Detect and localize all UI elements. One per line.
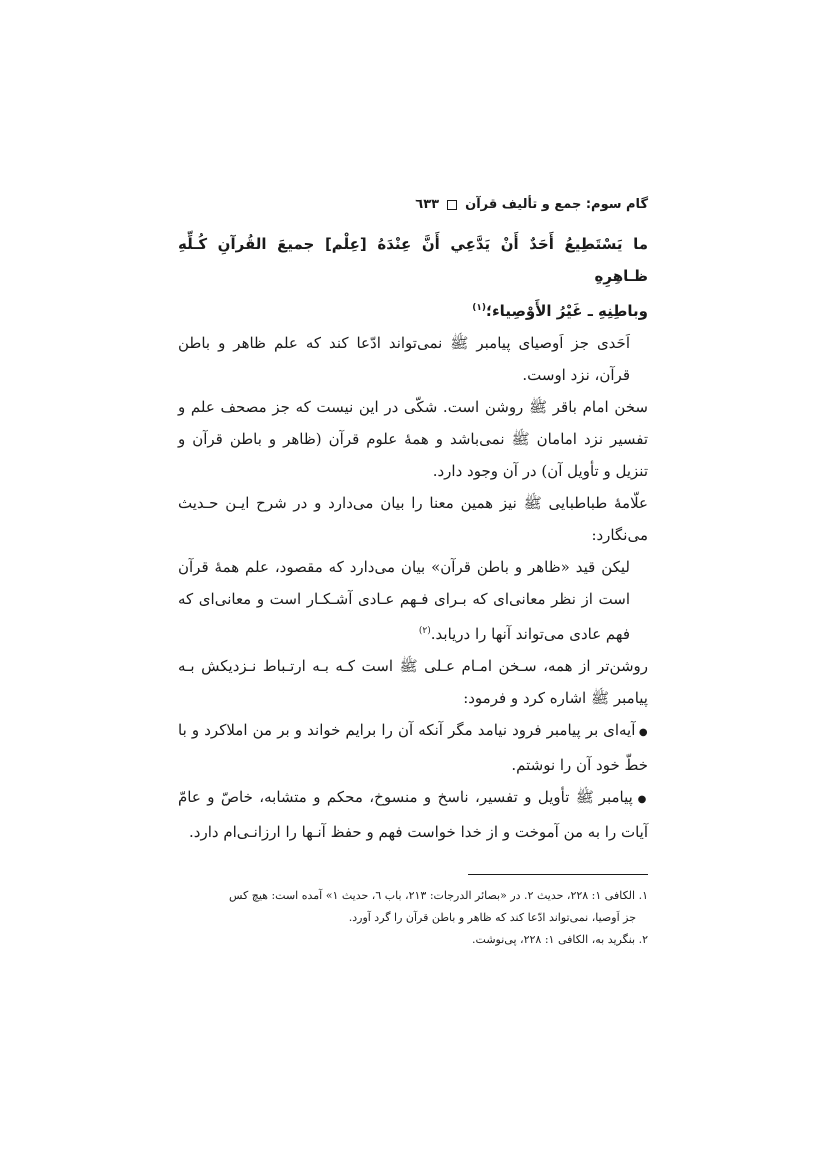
hadith-arabic xyxy=(178,228,648,327)
bullet-item-2: ● پیامبر ﷺ تأویل و تفسیر، ناسخ و منسوخ، محکم و متشابه، خاصّ و عامّ آیات را به من آموخت و از خدا خواست فهم و حفظ آنـها را ارزانـی‌ام دارد. xyxy=(178,781,648,848)
footnote-marker-2: (٢) xyxy=(418,626,431,636)
page-number: ٦٣٣ xyxy=(415,197,440,212)
hadith-translation: اَحَدی جز اَوصیای پیامبر ﷺ نمی‌تواند ادّعا کند که علم ظاهر و باطن قرآن، نزد اوست. xyxy=(178,334,630,384)
header-title: گام سوم: جمع و تألیف قرآن xyxy=(465,197,648,212)
page-body xyxy=(178,190,648,951)
footnote-1-line-1: ١. الکافی ١: ٢٢٨، حدیث ٢. در «بصائر الدرجات: ٢١٣، باب ٦، حدیث ١» آمده است: هیچ کس xyxy=(228,889,648,902)
hadith-line-2-text: وباطِنِهِ ـ غَيْرُ الأَوْصِياء؛ xyxy=(486,302,648,320)
quote-text: لیکن قید «ظاهر و باطن قرآن» بیان می‌دارد که مقصود، علم همهٔ قرآن است از نظر معانی‌ای که بـرای فـهم عـادی آشـکـار است و معانی‌ای که فهم عادی می‌تواند آنها را دریابد. xyxy=(178,558,630,643)
footnote-divider xyxy=(468,874,648,875)
running-header xyxy=(178,190,648,220)
hadith-line-1: ما يَسْتَطِيعُ أَحَدٌ أَنْ يَدَّعِي أَنَّ عِنْدَهُ [عِلْم] جميعَ القُرآنِ كُـلِّهِ ظـاهِرِهِ xyxy=(178,235,648,285)
footnote-2: ٢. بنگرید به، الکافی ١: ٢٢٨، پی‌نوشت. xyxy=(472,933,648,946)
hadith-line-2 xyxy=(178,292,648,327)
paragraph-tabatabai: علّامهٔ طباطبایی ﷺ نیز همین معنا را بیان می‌دارد و در شرح ایـن حـدیث می‌نگارد: xyxy=(178,494,648,544)
footnotes xyxy=(178,885,648,951)
footnote-1-line-2: جز اَوصیا، نمی‌تواند ادّعا کند که ظاهر و باطن قرآن را گرد آورد. xyxy=(348,911,636,924)
paragraph-imam-baqir: سخن امام باقر ﷺ روشن است. شکّی در این نیست که جز مصحف علم و تفسیر نزد امامان ﷺ نمی‌باشد و همهٔ علوم قرآن (ظاهر و باطن قرآن و تنزیل و تأویل آن) در آن وجود دارد. xyxy=(178,398,648,480)
bullet-item-1: ● آیه‌ای بر پیامبر فرود نیامد مگر آنکه آن را برایم خواند و بر من املاکرد و با خطّ خود آن را نوشتم. xyxy=(178,714,648,781)
paragraph-imam-ali: روشن‌تر از همه، سـخن امـام عـلی ﷺ است کـه بـه ارتـباط نـزدیکش بـه پیامبر ﷺ اشاره کرد و فرمود: xyxy=(178,657,648,707)
square-bullet-icon xyxy=(447,200,457,210)
footnote-marker-1: (١) xyxy=(472,303,487,313)
block-quote xyxy=(178,551,648,650)
